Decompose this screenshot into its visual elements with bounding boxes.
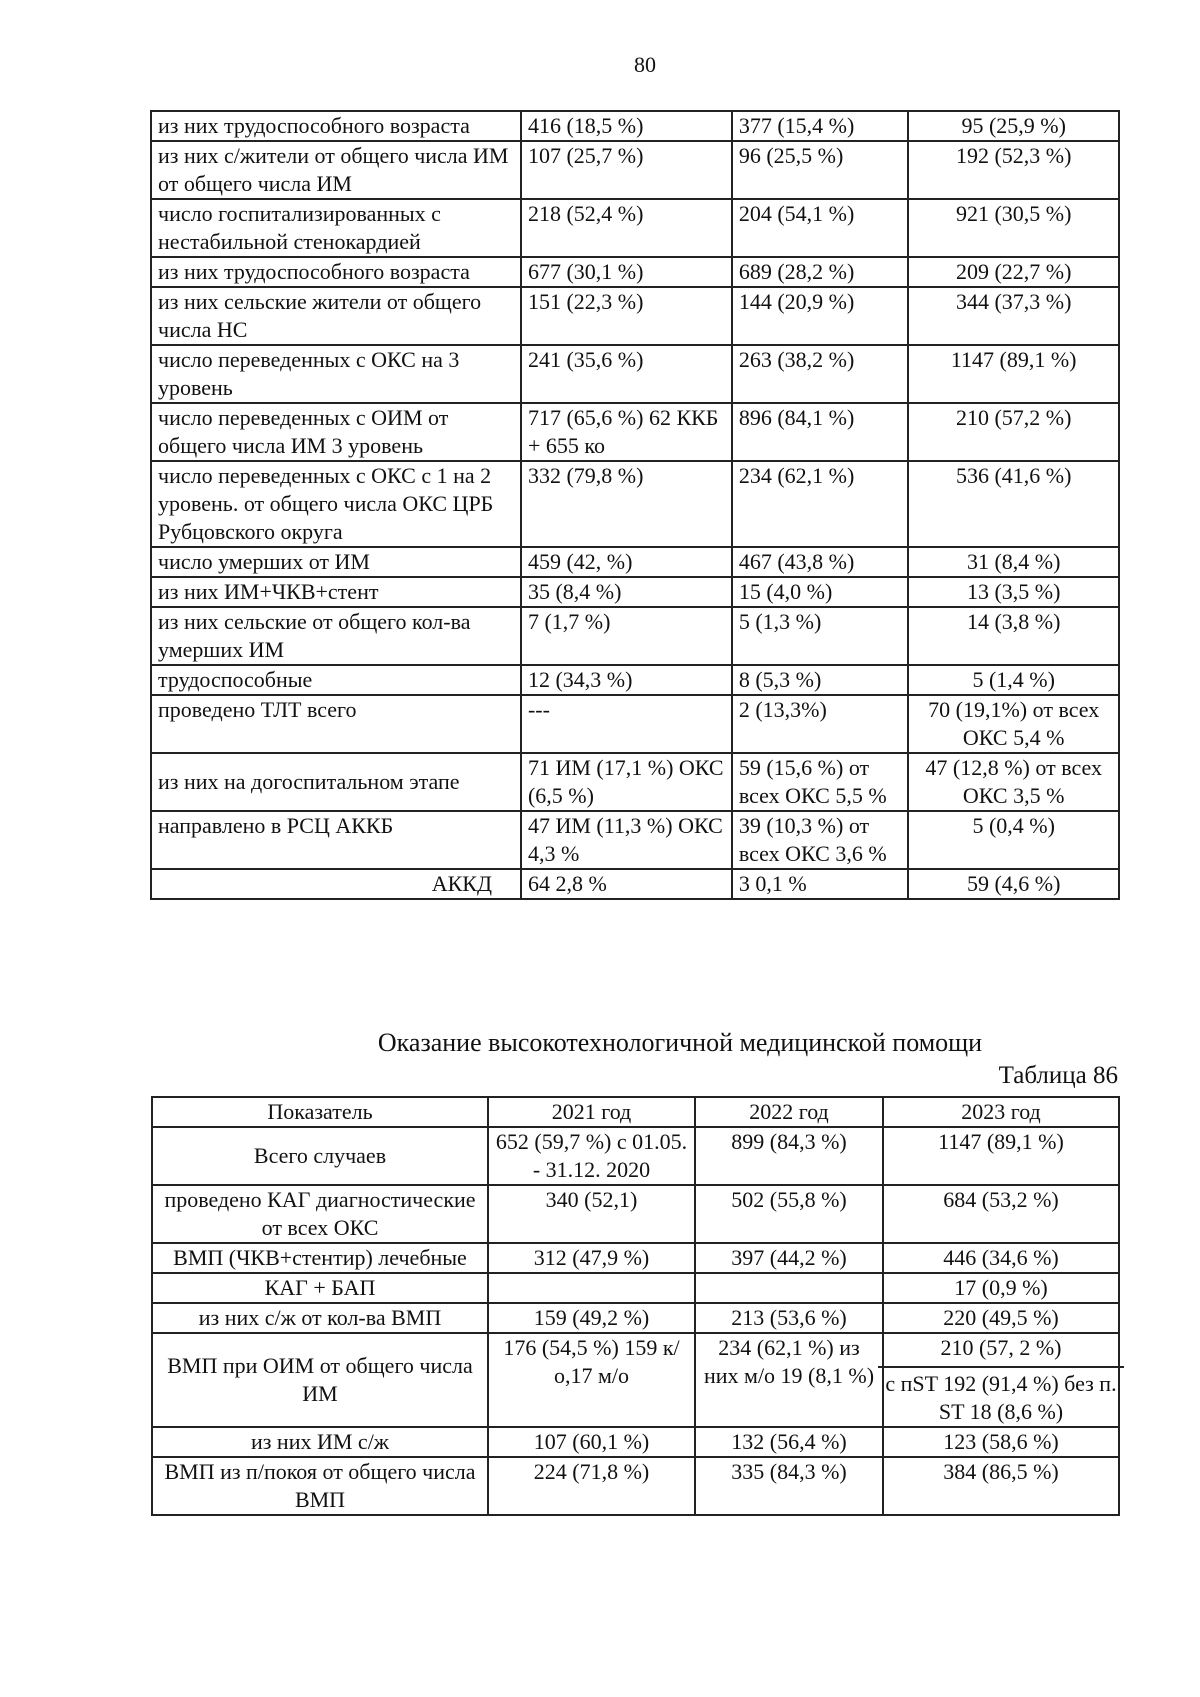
row-label: из них трудоспособного возраста [151, 111, 521, 141]
value-2022: 377 (15,4 %) [732, 111, 909, 141]
value-2023: 220 (49,5 %) [883, 1303, 1119, 1333]
value-2022: 899 (84,3 %) [695, 1127, 883, 1185]
high-tech-care-table [151, 1096, 1120, 1516]
row-label: ВМП (ЧКВ+стентир) лечебные [152, 1243, 488, 1273]
table-row [151, 665, 1119, 695]
value-2021: 717 (65,6 %) 62 ККБ + 655 ко [521, 403, 732, 461]
table-row [151, 753, 1119, 811]
value-2022: 59 (15,6 %) от всех ОКС 5,5 % [732, 753, 909, 811]
high-tech-care-table-body [152, 1127, 1119, 1515]
table-row [151, 607, 1119, 665]
value-2023: 5 (1,4 %) [908, 665, 1119, 695]
value-2021: 176 (54,5 %) 159 к/о,17 м/о [488, 1333, 695, 1427]
row-label: из них ИМ с/ж [152, 1427, 488, 1457]
row-label: из них с/ж от кол-ва ВМП [152, 1303, 488, 1333]
value-2021: 652 (59,7 %) с 01.05. - 31.12. 2020 [488, 1127, 695, 1185]
value-2021: 241 (35,6 %) [521, 345, 732, 403]
value-2022: 896 (84,1 %) [732, 403, 909, 461]
section-title: Оказание высокотехнологичной медицинской помощи [377, 1028, 983, 1057]
value-2022: 2 (13,3%) [732, 695, 909, 753]
row-label: из них на догоспитальном этапе [151, 753, 521, 811]
value-2023: 17 (0,9 %) [883, 1273, 1119, 1303]
value-2023: 1147 (89,1 %) [883, 1127, 1119, 1185]
row-label: проведено ТЛТ всего [151, 695, 521, 753]
table-row [152, 1185, 1119, 1243]
table-row [152, 1457, 1119, 1515]
value-2022: 335 (84,3 %) [695, 1457, 883, 1515]
row-label: проведено КАГ диагностические от всех ОКС [152, 1185, 488, 1243]
value-2021: 107 (60,1 %) [488, 1427, 695, 1457]
row-label: АККД [151, 869, 521, 899]
value-2022: 39 (10,3 %) от всех ОКС 3,6 % [732, 811, 909, 869]
table-row [151, 577, 1119, 607]
value-2021: 459 (42, %) [521, 547, 732, 577]
acs-statistics-table [150, 110, 1120, 900]
value-2021: 47 ИМ (11,3 %) ОКС 4,3 % [521, 811, 732, 869]
table-row [151, 403, 1119, 461]
value-2022 [695, 1273, 883, 1303]
value-2023: 1147 (89,1 %) [908, 345, 1119, 403]
value-2023: 13 (3,5 %) [908, 577, 1119, 607]
page-number: 80 [634, 52, 656, 77]
row-label: Всего случаев [152, 1127, 488, 1185]
value-2022: 213 (53,6 %) [695, 1303, 883, 1333]
row-label: число умерших от ИМ [151, 547, 521, 577]
row-label: трудоспособные [151, 665, 521, 695]
value-2022: 689 (28,2 %) [732, 257, 909, 287]
table-row [152, 1427, 1119, 1457]
table-row [152, 1243, 1119, 1273]
header-2022: 2022 год [695, 1097, 883, 1127]
row-label: число переведенных с ОИМ от общего числа ИМ 3 уровень [151, 403, 521, 461]
row-label: число госпитализированных с нестабильной стенокардией [151, 199, 521, 257]
value-2023: 344 (37,3 %) [908, 287, 1119, 345]
value-2021: 107 (25,7 %) [521, 141, 732, 199]
value-2022: 234 (62,1 %) из них м/о 19 (8,1 %) [695, 1333, 883, 1427]
row-label: из них трудоспособного возраста [151, 257, 521, 287]
value-2021: 218 (52,4 %) [521, 199, 732, 257]
value-2022: 3 0,1 % [732, 869, 909, 899]
table-row [152, 1273, 1119, 1303]
value-2023-total: 210 (57, 2 %) [878, 1334, 1124, 1368]
value-2023: 123 (58,6 %) [883, 1427, 1119, 1457]
value-2021: 64 2,8 % [521, 869, 732, 899]
table-row [152, 1333, 1119, 1427]
value-2021: 71 ИМ (17,1 %) ОКС (6,5 %) [521, 753, 732, 811]
value-2023: 31 (8,4 %) [908, 547, 1119, 577]
table-row [151, 111, 1119, 141]
row-label: из них с/жители от общего числа ИМ от общего числа ИМ [151, 141, 521, 199]
value-2022: 5 (1,3 %) [732, 607, 909, 665]
row-label: ВМП из п/покоя от общего числа ВМП [152, 1457, 488, 1515]
value-2023: 14 (3,8 %) [908, 607, 1119, 665]
table-row [151, 345, 1119, 403]
value-2021: 312 (47,9 %) [488, 1243, 695, 1273]
value-2022: 397 (44,2 %) [695, 1243, 883, 1273]
table-row [152, 1303, 1119, 1333]
value-2023 [883, 1333, 1119, 1427]
row-label: число переведенных с ОКС на 3 уровень [151, 345, 521, 403]
value-2023: 209 (22,7 %) [908, 257, 1119, 287]
row-label: число переведенных с ОКС с 1 на 2 уровень. от общего числа ОКС ЦРБ Рубцовского округа [151, 461, 521, 547]
row-label: ВМП при ОИМ от общего числа ИМ [152, 1333, 488, 1427]
row-label: из них ИМ+ЧКВ+стент [151, 577, 521, 607]
value-2022: 234 (62,1 %) [732, 461, 909, 547]
value-2021: 12 (34,3 %) [521, 665, 732, 695]
value-2023: 446 (34,6 %) [883, 1243, 1119, 1273]
value-2023: 192 (52,3 %) [908, 141, 1119, 199]
table-row [151, 141, 1119, 199]
value-2023: 95 (25,9 %) [908, 111, 1119, 141]
value-2022: 467 (43,8 %) [732, 547, 909, 577]
table-label: Таблица 86 [998, 1062, 1118, 1089]
value-2021: --- [521, 695, 732, 753]
row-label: из них сельские жители от общего числа НС [151, 287, 521, 345]
header-2021: 2021 год [488, 1097, 695, 1127]
header-2023: 2023 год [883, 1097, 1119, 1127]
value-2022: 15 (4,0 %) [732, 577, 909, 607]
value-2022: 204 (54,1 %) [732, 199, 909, 257]
row-label: из них сельские от общего кол-ва умерших ИМ [151, 607, 521, 665]
value-2023-breakdown: с пST 192 (91,4 %) без п. ST 18 (8,6 %) [885, 1371, 1117, 1424]
value-2023: 684 (53,2 %) [883, 1185, 1119, 1243]
table-row [151, 811, 1119, 869]
value-2023: 210 (57,2 %) [908, 403, 1119, 461]
table-row [151, 461, 1119, 547]
value-2023: 5 (0,4 %) [908, 811, 1119, 869]
table-header-row [152, 1097, 1119, 1127]
value-2022: 144 (20,9 %) [732, 287, 909, 345]
row-label: КАГ + БАП [152, 1273, 488, 1303]
value-2021: 340 (52,1) [488, 1185, 695, 1243]
table-row [151, 869, 1119, 899]
value-2023: 536 (41,6 %) [908, 461, 1119, 547]
table-row [151, 287, 1119, 345]
value-2022: 8 (5,3 %) [732, 665, 909, 695]
value-2022: 96 (25,5 %) [732, 141, 909, 199]
value-2021: 159 (49,2 %) [488, 1303, 695, 1333]
value-2023: 921 (30,5 %) [908, 199, 1119, 257]
acs-statistics-table-body [151, 111, 1119, 899]
row-label: направлено в РСЦ АККБ [151, 811, 521, 869]
value-2023: 47 (12,8 %) от всех ОКС 3,5 % [908, 753, 1119, 811]
table-row [151, 257, 1119, 287]
value-2021: 224 (71,8 %) [488, 1457, 695, 1515]
table-row [151, 547, 1119, 577]
table-row [151, 695, 1119, 753]
value-2021: 151 (22,3 %) [521, 287, 732, 345]
value-2021: 416 (18,5 %) [521, 111, 732, 141]
value-2023: 59 (4,6 %) [908, 869, 1119, 899]
table-row [152, 1127, 1119, 1185]
value-2021: 35 (8,4 %) [521, 577, 732, 607]
value-2021: 7 (1,7 %) [521, 607, 732, 665]
value-2021: 677 (30,1 %) [521, 257, 732, 287]
value-2022: 132 (56,4 %) [695, 1427, 883, 1457]
value-2022: 502 (55,8 %) [695, 1185, 883, 1243]
value-2021: 332 (79,8 %) [521, 461, 732, 547]
value-2022: 263 (38,2 %) [732, 345, 909, 403]
value-2021 [488, 1273, 695, 1303]
value-2023: 384 (86,5 %) [883, 1457, 1119, 1515]
value-2023: 70 (19,1%) от всех ОКС 5,4 % [908, 695, 1119, 753]
table-row [151, 199, 1119, 257]
header-indicator: Показатель [152, 1097, 488, 1127]
